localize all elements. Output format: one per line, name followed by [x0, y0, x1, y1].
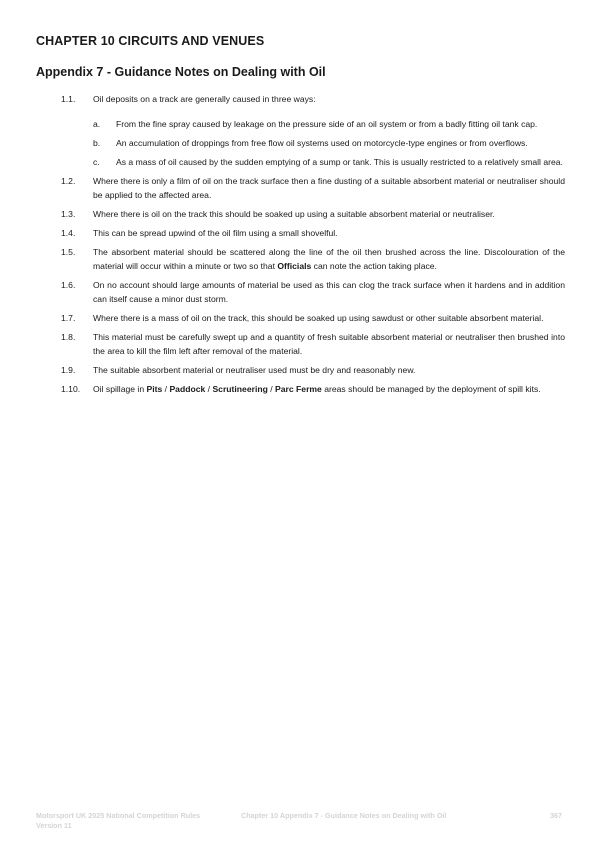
sub-item-text: As a mass of oil caused by the sudden emptying of a sump or tank. This is usually restricted to a relatively small area. — [116, 156, 563, 167]
paragraph-1-3 — [0, 207, 600, 221]
paragraph-number: 1.4. — [61, 227, 76, 238]
paragraph-1-9 — [0, 363, 600, 377]
text-run: can note the action taking place. — [311, 260, 437, 271]
paragraph-1-10 — [0, 382, 600, 396]
sub-item-text: From the fine spray caused by leakage on the pressure side of an oil system or from a badly fitting oil tank cap. — [116, 118, 538, 129]
paragraph-number: 1.1. — [61, 94, 76, 104]
paragraph-text: The suitable absorbent material or neutraliser used must be dry and reasonably new. — [93, 364, 416, 375]
defined-term-parc-ferme: Parc Ferme — [275, 383, 322, 394]
paragraph-1-4 — [0, 226, 600, 240]
paragraph-number: 1.10. — [61, 383, 81, 394]
paragraph-1-8 — [0, 330, 600, 359]
document-body — [0, 92, 600, 401]
sub-list — [0, 111, 600, 169]
paragraph-number: 1.9. — [61, 364, 76, 375]
paragraph-text: Where there is a mass of oil on the track, this should be soaked up using sawdust or other suitable absorbent material. — [93, 312, 544, 323]
paragraph-number: 1.6. — [61, 279, 76, 290]
paragraph-text: This material must be carefully swept up and a quantity of fresh suitable absorbent material or neutraliser then brushed into the area to kill the film left after removal of the material. — [93, 331, 565, 357]
text-run: Oil spillage in — [93, 383, 147, 394]
sub-item-a — [0, 117, 600, 131]
defined-term-scrutineering: Scrutineering — [212, 383, 268, 394]
paragraph-1-7 — [0, 311, 600, 325]
paragraph-text — [93, 245, 565, 274]
sub-item-letter: b. — [93, 137, 101, 148]
paragraph-text: Where there is oil on the track this should be soaked up using a suitable absorbent material or neutraliser. — [93, 208, 495, 219]
paragraph-1-5 — [0, 245, 600, 274]
appendix-title: Appendix 7 - Guidance Notes on Dealing with Oil — [36, 65, 326, 79]
paragraph-1-6 — [0, 278, 600, 307]
sub-item-letter: c. — [93, 156, 100, 167]
paragraph-1-1 — [0, 92, 600, 106]
paragraph-number: 1.8. — [61, 331, 76, 342]
defined-term-officials: Officials — [277, 260, 312, 271]
text-run: / — [205, 383, 213, 394]
sub-item-c — [0, 155, 600, 169]
paragraph-text — [93, 382, 565, 396]
text-run: / — [267, 383, 276, 394]
footer-section-title: Chapter 10 Appendix 7 - Guidance Notes on Dealing with Oil — [241, 811, 447, 820]
paragraph-number: 1.5. — [61, 246, 76, 257]
sub-item-letter: a. — [93, 118, 101, 129]
sub-item-b — [0, 136, 600, 150]
sub-item-text: An accumulation of droppings from free flow oil systems used on motorcycle-type engines or from overflows. — [116, 137, 528, 148]
chapter-title: CHAPTER 10 CIRCUITS AND VENUES — [36, 34, 265, 48]
defined-term-pits: Pits — [146, 383, 163, 394]
paragraph-text: This can be spread upwind of the oil film using a small shovelful. — [93, 227, 338, 238]
paragraph-text: On no account should large amounts of material be used as this can clog the track surface when it hardens and in addition can itself cause a minor dust storm. — [93, 279, 565, 305]
paragraph-text: Oil deposits on a track are generally caused in three ways: — [93, 94, 316, 104]
text-run: / — [162, 383, 170, 394]
text-run: The absorbent material should be scattered along the line of the oil then brushed across the line. Discolouration of the material will occur within a minute or two so that — [93, 246, 565, 271]
paragraph-number: 1.7. — [61, 312, 76, 323]
text-run: areas should be managed by the deployment of spill kits. — [321, 383, 541, 394]
footer-publication — [36, 811, 200, 831]
footer-page-number: 367 — [550, 811, 562, 820]
paragraph-number: 1.2. — [61, 175, 76, 186]
footer-rules-title: Motorsport UK 2025 National Competition Rules — [36, 811, 201, 820]
paragraph-text: Where there is only a film of oil on the track surface then a fine dusting of a suitable absorbent material or neutraliser should be applied to the affected area. — [93, 175, 565, 200]
footer-version: Version 11 — [36, 821, 72, 830]
paragraph-1-2 — [0, 174, 600, 203]
paragraph-number: 1.3. — [61, 208, 76, 219]
defined-term-paddock: Paddock — [169, 383, 206, 394]
